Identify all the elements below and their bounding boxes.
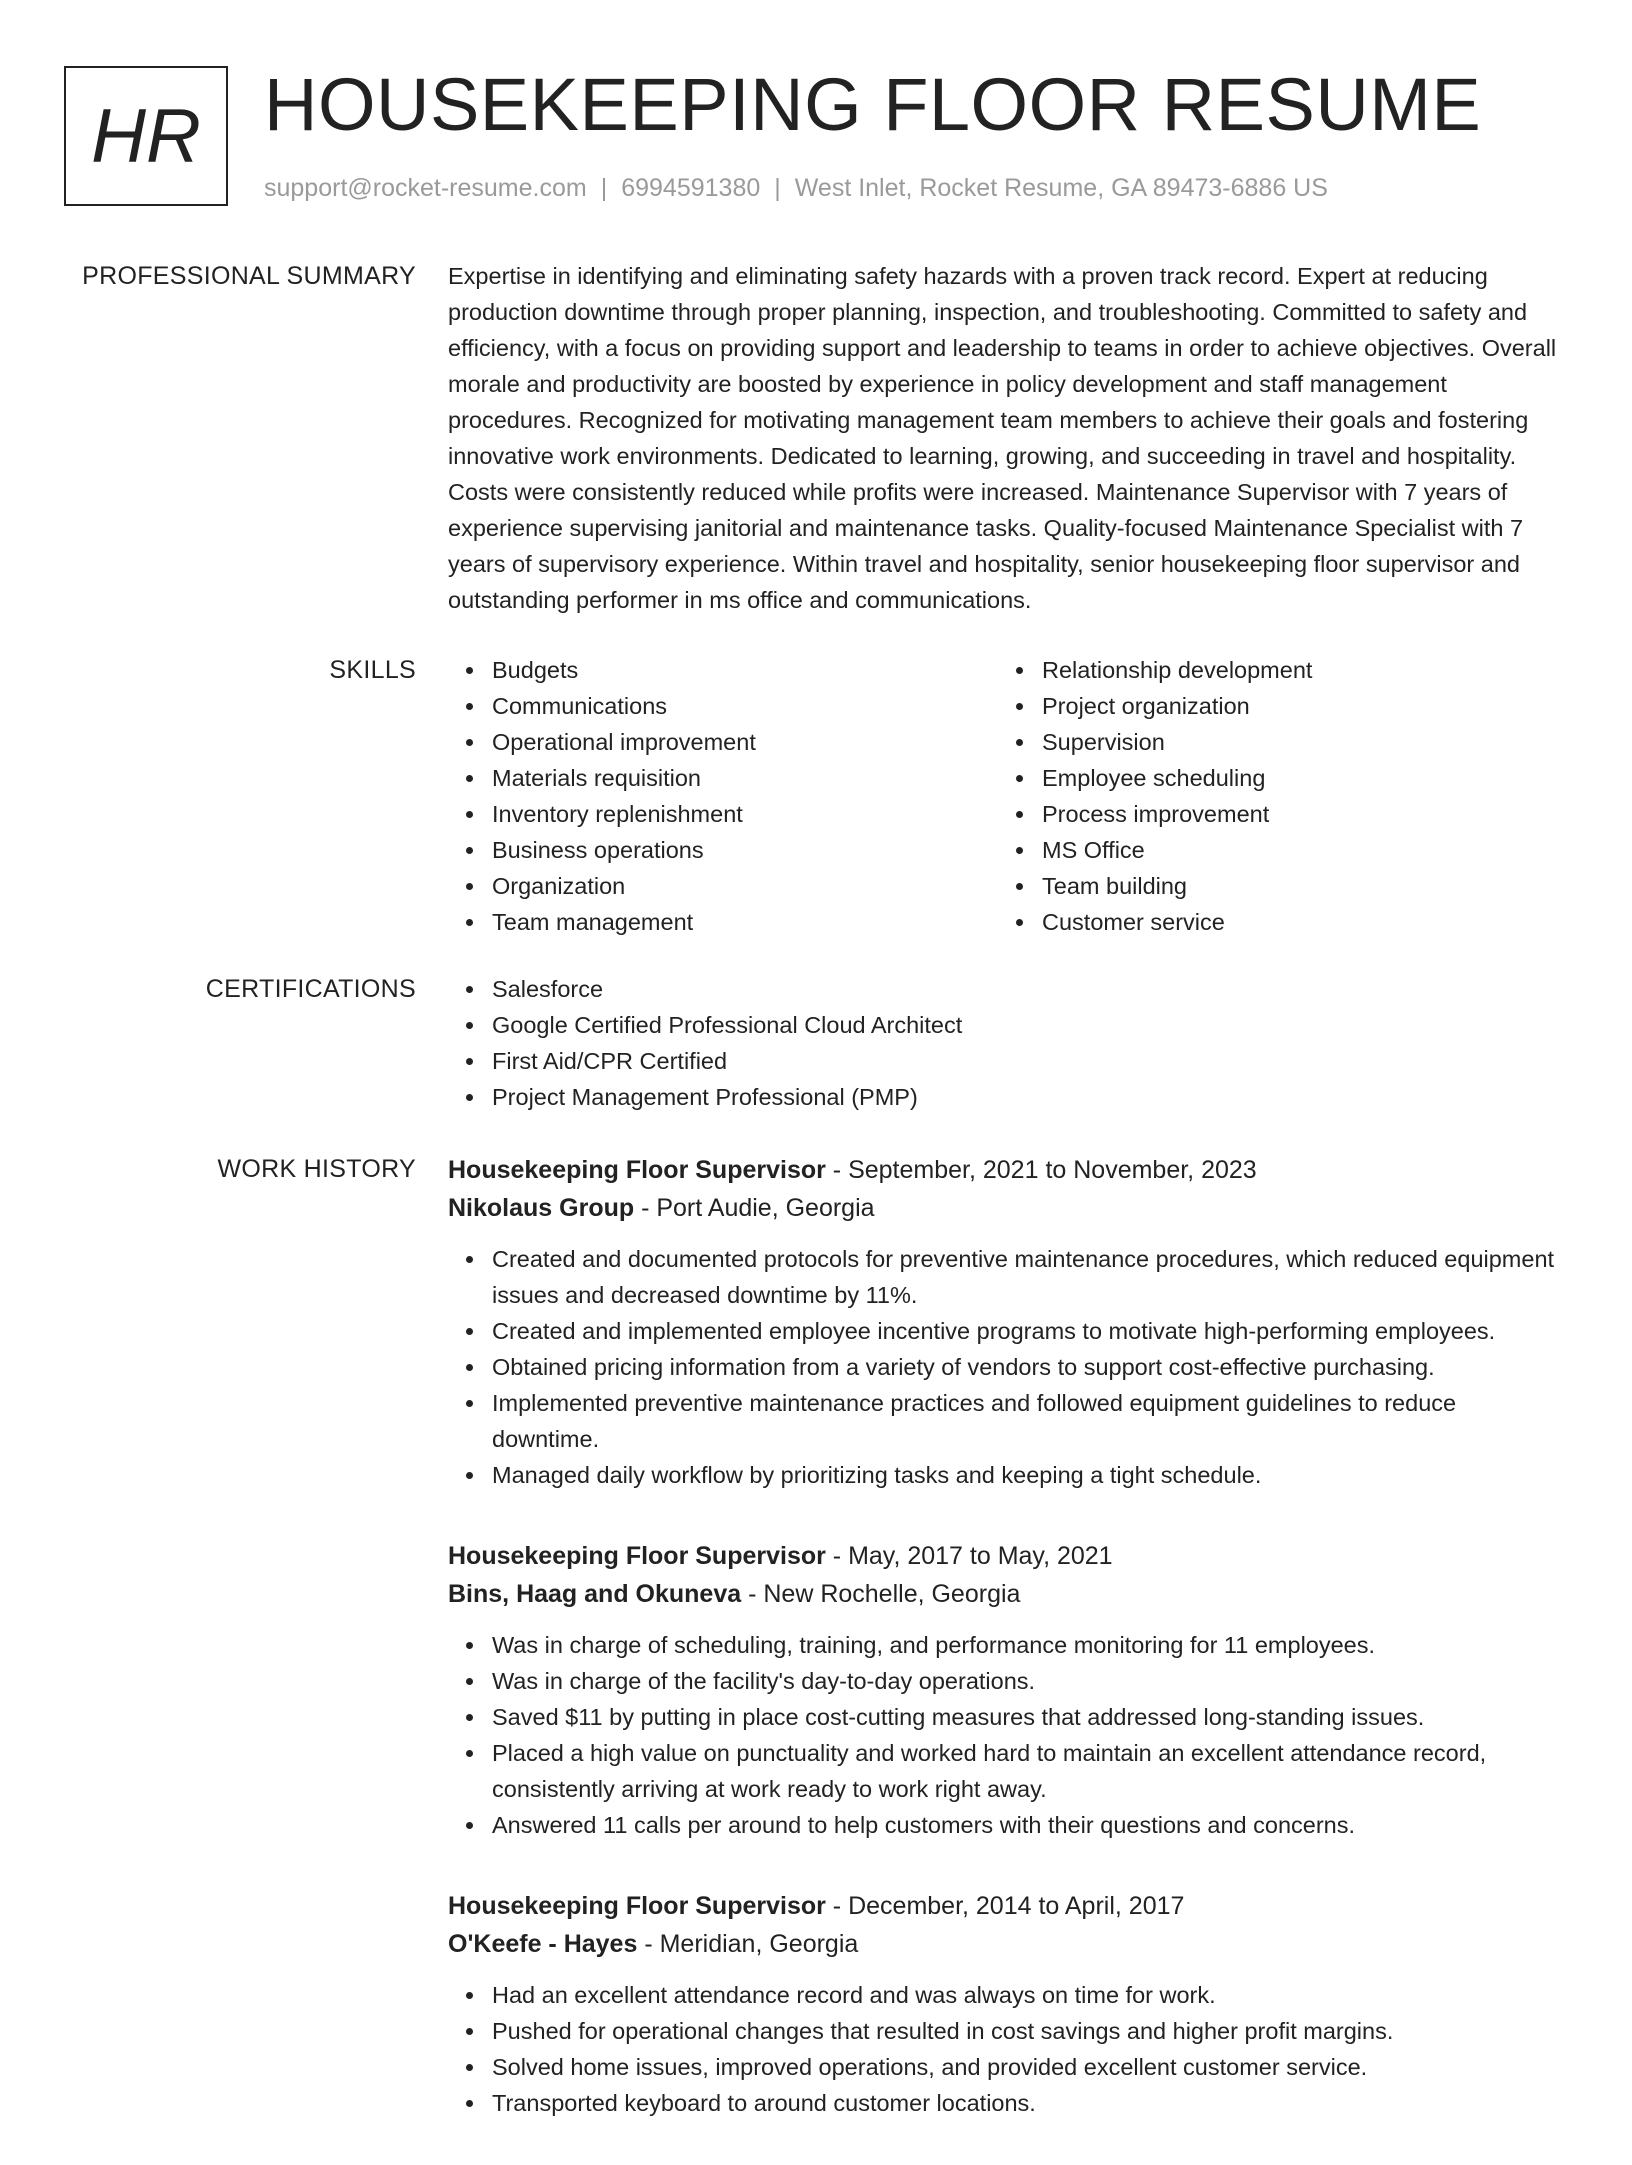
list-item: Materials requisition (492, 760, 998, 796)
job-company: Bins, Haag and Okuneva (448, 1580, 742, 1608)
contact-address: West Inlet, Rocket Resume, GA 89473-6886 US (794, 174, 1328, 202)
list-item: Created and documented protocols for preventive maintenance procedures, which reduced equipment issues and decreased downtime by 11%. (492, 1241, 1568, 1313)
job-dates: - May, 2017 to May, 2021 (825, 1542, 1113, 1570)
job-bullets (448, 1627, 1568, 1843)
list-item: Operational improvement (492, 724, 998, 760)
job-role: Housekeeping Floor Supervisor (448, 1542, 826, 1570)
job-role: Housekeeping Floor Supervisor (448, 1156, 826, 1184)
job-company-line (448, 1925, 1568, 1963)
job-bullets (448, 1977, 1568, 2121)
list-item: Managed daily workflow by prioritizing tasks and keeping a tight schedule. (492, 1457, 1568, 1493)
contact-separator: | (600, 174, 608, 202)
list-item: MS Office (1042, 832, 1548, 868)
list-item: Project organization (1042, 688, 1548, 724)
list-item: Organization (492, 868, 998, 904)
job-company-line (448, 1189, 1568, 1227)
contact-separator: | (774, 174, 781, 202)
skills-body (448, 652, 1568, 940)
list-item: Process improvement (1042, 796, 1548, 832)
list-item: Transported keyboard to around customer locations. (492, 2085, 1568, 2121)
list-item: Was in charge of scheduling, training, and performance monitoring for 11 employees. (492, 1627, 1568, 1663)
list-item: Saved $11 by putting in place cost-cutting measures that addressed long-standing issues. (492, 1699, 1568, 1735)
job-entry (448, 1887, 1568, 2121)
work-history-body (448, 1151, 1568, 2165)
job-title-line (448, 1151, 1568, 1189)
list-item: Inventory replenishment (492, 796, 998, 832)
monogram-logo: HR (64, 66, 228, 206)
job-dates: - December, 2014 to April, 2017 (825, 1892, 1185, 1920)
summary-text: Expertise in identifying and eliminating safety hazards with a proven track record. Expert at reducing production downtime through proper planning, inspection, and troubleshooting. Committed to safety and efficiency, with a focus on providing support and leadership to teams in order to achieve objectives. Overall morale and productivity are boosted by experience in policy development and staff management procedures. Recognized for motivating management team members to achieve their goals and fostering innovative work environments. Dedicated to learning, growing, and succeeding in travel and hospitality. Costs were consistently reduced while profits were increased. Maintenance Supervisor with 7 years of experience supervising janitorial and maintenance tasks. Quality-focused Maintenance Specialist with 7 years of supervisory experience. Within travel and hospitality, senior housekeeping floor supervisor and outstanding performer in ms office and communications. (448, 263, 1557, 613)
list-item: Business operations (492, 832, 998, 868)
contact-email[interactable]: support@rocket-resume.com (264, 174, 587, 202)
list-item: Placed a high value on punctuality and worked hard to maintain an excellent attendance record, consistently arriving at work ready to work right away. (492, 1735, 1568, 1807)
section-title-certifications: CERTIFICATIONS (205, 975, 416, 1003)
job-entry (448, 1151, 1568, 1493)
list-item: Customer service (1042, 904, 1548, 940)
list-item: Budgets (492, 652, 998, 688)
certifications-list (448, 971, 1568, 1115)
section-title-summary: PROFESSIONAL SUMMARY (82, 262, 416, 290)
list-item: Had an excellent attendance record and was always on time for work. (492, 1977, 1568, 2013)
job-dates: - September, 2021 to November, 2023 (825, 1156, 1257, 1184)
contact-phone[interactable]: 6994591380 (621, 174, 761, 202)
job-entry (448, 1537, 1568, 1843)
summary-body (448, 258, 1568, 618)
list-item: Team management (492, 904, 998, 940)
list-item: Google Certified Professional Cloud Architect (492, 1007, 1568, 1043)
resume-header (64, 64, 1564, 214)
list-item: Team building (1042, 868, 1548, 904)
job-location: - Port Audie, Georgia (634, 1194, 875, 1222)
list-item: Pushed for operational changes that resulted in cost savings and higher profit margins. (492, 2013, 1568, 2049)
job-location: - Meridian, Georgia (637, 1930, 859, 1958)
list-item: Supervision (1042, 724, 1548, 760)
list-item: Salesforce (492, 971, 1568, 1007)
job-title-line (448, 1537, 1568, 1575)
job-bullets (448, 1241, 1568, 1493)
list-item: Solved home issues, improved operations, and provided excellent customer service. (492, 2049, 1568, 2085)
job-location: - New Rochelle, Georgia (741, 1580, 1021, 1608)
resume-title: HOUSEKEEPING FLOOR RESUME (264, 63, 1482, 146)
list-item: Was in charge of the facility's day-to-day operations. (492, 1663, 1568, 1699)
list-item: Obtained pricing information from a variety of vendors to support cost-effective purchasing. (492, 1349, 1568, 1385)
list-item: Project Management Professional (PMP) (492, 1079, 1568, 1115)
job-company: O'Keefe - Hayes (448, 1930, 638, 1958)
section-title-work-history: WORK HISTORY (217, 1155, 416, 1183)
skills-column-left (448, 652, 998, 940)
contact-line (264, 174, 1328, 203)
list-item: First Aid/CPR Certified (492, 1043, 1568, 1079)
job-company-line (448, 1575, 1568, 1613)
job-company: Nikolaus Group (448, 1194, 635, 1222)
list-item: Created and implemented employee incentive programs to motivate high-performing employees. (492, 1313, 1568, 1349)
section-title-skills: SKILLS (329, 656, 416, 684)
list-item: Communications (492, 688, 998, 724)
skills-column-right (998, 652, 1548, 940)
job-role: Housekeeping Floor Supervisor (448, 1892, 826, 1920)
list-item: Relationship development (1042, 652, 1548, 688)
list-item: Employee scheduling (1042, 760, 1548, 796)
certifications-body (448, 971, 1568, 1115)
list-item: Answered 11 calls per around to help customers with their questions and concerns. (492, 1807, 1568, 1843)
list-item: Implemented preventive maintenance practices and followed equipment guidelines to reduce downtime. (492, 1385, 1568, 1457)
job-title-line (448, 1887, 1568, 1925)
